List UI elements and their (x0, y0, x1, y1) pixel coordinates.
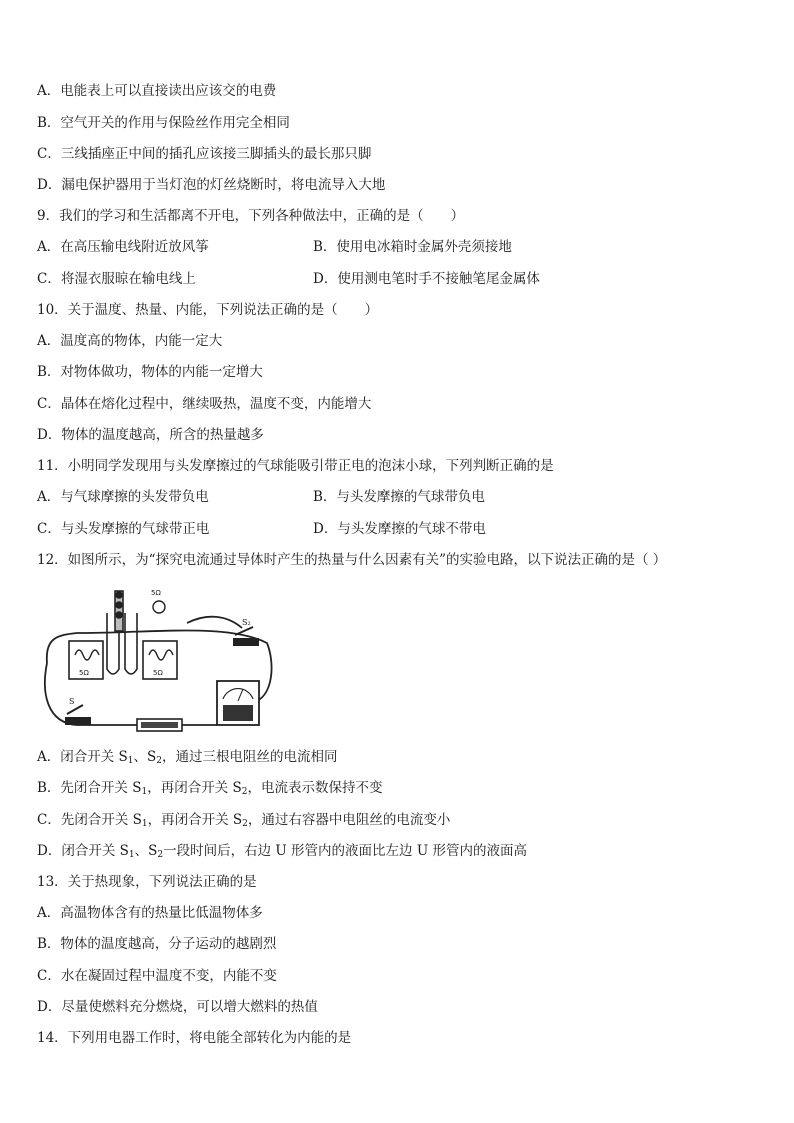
option-8a: A．电能表上可以直接读出应该交的电费 (37, 83, 277, 99)
option-8d: D．漏电保护器用于当灯泡的灯丝烧断时，将电流导入大地 (37, 177, 386, 193)
ammeter (217, 681, 259, 725)
question-10-stem: 10．关于温度、热量、内能，下列说法正确的是（ ） (37, 302, 379, 318)
option-8c: C．三线插座正中间的插孔应该接三脚插头的最长那只脚 (37, 146, 372, 162)
option-13c: C．水在凝固过程中温度不变，内能不变 (37, 968, 277, 984)
option-12c: C．先闭合开关 $S_1$，再闭合开关 $S_2$，通过右容器中电阻丝的电流变小 (37, 812, 451, 829)
option-9d: D．使用测电笔时手不接触笔尾金属体 (313, 271, 540, 287)
question-14-stem: 14．下列用电器工作时，将电能全部转化为内能的是 (37, 1030, 352, 1046)
switch-s2 (233, 618, 259, 646)
option-9a: A．在高压输电线附近放风筝 (37, 239, 209, 255)
option-10a: A．温度高的物体，内能一定大 (37, 333, 223, 349)
wire-top-branch (187, 617, 242, 628)
switch-s-label: S (69, 697, 75, 706)
option-10d: D．物体的温度越高，所含的热量越多 (37, 427, 264, 443)
option-11a: A．与气球摩擦的头发带负电 (37, 489, 209, 505)
option-13b: B．物体的温度越高，分子运动的越剧烈 (37, 936, 277, 952)
question-9-stem: 9．我们的学习和生活都离不开电，下列各种做法中，正确的是（ ） (37, 208, 465, 224)
switch-s (65, 697, 91, 725)
right-resistor-label: 5Ω (153, 669, 163, 677)
option-9c: C．将湿衣服晾在输电线上 (37, 271, 196, 287)
option-12b: B．先闭合开关 $S_1$，再闭合开关 $S_2$，电流表示数保持不变 (37, 780, 383, 797)
option-12a: A．闭合开关 $S_1$、$S_2$，通过三根电阻丝的电流相同 (37, 749, 338, 766)
option-12d: D．闭合开关 $S_1$、$S_2$一段时间后，右边 U 形管内的液面比左边 U 形管内的液面高 (37, 843, 528, 860)
circuit-diagram (37, 583, 277, 735)
question-11-stem: 11．小明同学发现用与头发摩擦过的气球能吸引带正电的泡沫小球，下列判断正确的是 (37, 458, 554, 474)
right-container (143, 641, 177, 679)
option-13a: A．高温物体含有的热量比低温物体多 (37, 905, 263, 921)
question-12-stem: 12．如图所示，为“探究电流通过导体时产生的热量与什么因素有关”的实验电路，以下说法正确的是（ ） (37, 552, 667, 568)
option-10c: C．晶体在熔化过程中，继续吸热，温度不变，内能增大 (37, 396, 372, 412)
circuit-diagram-svg (37, 583, 277, 735)
option-8b: B．空气开关的作用与保险丝作用完全相同 (37, 115, 290, 131)
question-13-stem: 13．关于热现象，下列说法正确的是 (37, 874, 257, 890)
battery (137, 719, 182, 731)
option-11c: C．与头发摩擦的气球带正电 (37, 521, 210, 537)
left-resistor-label: 5Ω (79, 669, 89, 677)
option-11d: D．与头发摩擦的气球不带电 (313, 521, 486, 537)
top-resistor-label: 5Ω (151, 589, 161, 597)
left-container (69, 641, 103, 679)
top-resistor (151, 589, 165, 613)
option-13d: D．尽量使燃料充分燃烧，可以增大燃料的热值 (37, 999, 318, 1015)
option-10b: B．对物体做功，物体的内能一定增大 (37, 364, 263, 380)
switch-s2-label: S₂ (242, 618, 251, 627)
option-9b: B．使用电冰箱时金属外壳须接地 (313, 239, 512, 255)
option-11b: B．与头发摩擦的气球带负电 (313, 489, 485, 505)
